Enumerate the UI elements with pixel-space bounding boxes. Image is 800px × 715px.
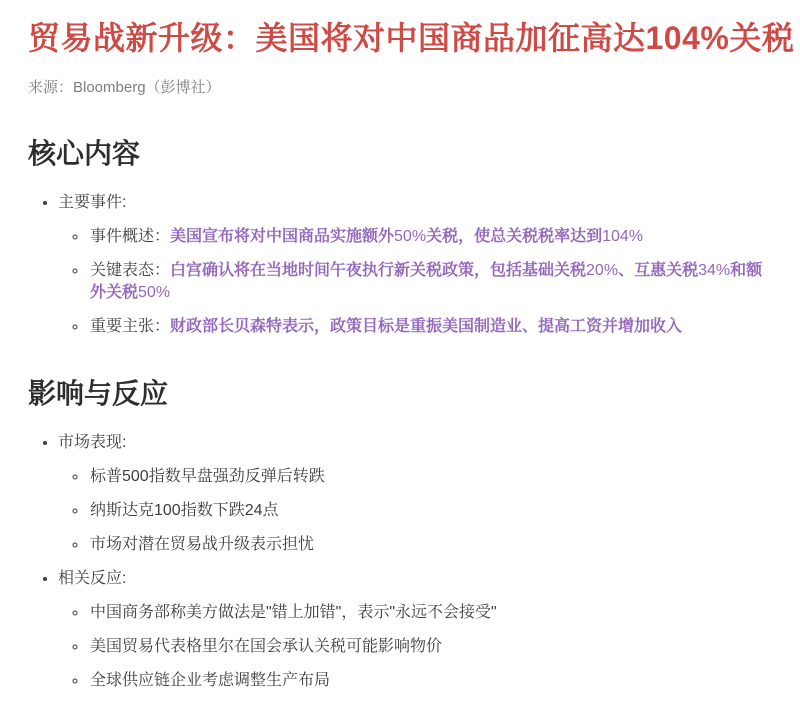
sub-bullet-list	[58, 466, 770, 556]
section-heading-impact-reaction: 影响与反应	[28, 377, 169, 409]
list-item-event-summary	[88, 226, 770, 248]
highlight-text: 美国宣布将对中国商品实施额外	[170, 227, 395, 245]
item-text: 标普500指数早盘强劲反弹后转跌	[90, 467, 325, 485]
item-label: 重要主张：	[90, 317, 171, 335]
item-text: 中国商务部称美方做法是"错上加错"，表示"永远不会接受"	[90, 603, 497, 621]
highlight-number: 50%	[138, 283, 171, 301]
highlight-text: 财政部长贝森特表示，政策目标是重振美国制造业、提高工资并增加收入	[170, 317, 683, 335]
bullet-list-core	[28, 192, 770, 338]
sub-bullet-list	[58, 602, 770, 692]
bullet-list-impact	[28, 432, 770, 692]
highlight-text: 和额外关税	[90, 261, 763, 301]
group-label: 相关反应:	[58, 569, 127, 587]
item-label: 关键表态：	[90, 261, 171, 279]
list-item-nasdaq	[88, 500, 770, 522]
item-text: 美国贸易代表格里尔在国会承认关税可能影响物价	[90, 637, 443, 655]
source-line: 来源：Bloomberg（彭博社）	[28, 78, 221, 96]
section-heading-core-content: 核心内容	[28, 137, 141, 169]
item-text: 全球供应链企业考虑调整生产布局	[90, 671, 331, 689]
group-label: 主要事件:	[58, 193, 127, 211]
highlight-number: 34%	[698, 261, 731, 279]
list-item-key-claim	[88, 316, 770, 338]
list-item-market-worry	[88, 534, 770, 556]
item-text: 纳斯达克100指数下跌24点	[90, 501, 279, 519]
list-item-china-mofcom	[88, 602, 770, 624]
page-title: 贸易战新升级：美国将对中国商品加征高达104%关税	[28, 20, 795, 56]
highlight-number: 50%	[394, 227, 427, 245]
highlight-text: 、互惠关税	[618, 261, 699, 279]
list-item-ustr-greer	[88, 636, 770, 658]
group-label: 市场表现:	[58, 433, 127, 451]
list-item-market-performance	[58, 432, 770, 556]
list-item-sp500	[88, 466, 770, 488]
list-item-main-events	[58, 192, 770, 338]
item-label: 事件概述：	[90, 227, 171, 245]
highlight-number: 104%	[602, 227, 643, 245]
list-item-key-statement	[88, 260, 770, 304]
sub-bullet-list	[58, 226, 770, 338]
highlight-text: 关税，使总关税税率达到	[426, 227, 603, 245]
item-text: 市场对潜在贸易战升级表示担忧	[90, 535, 315, 553]
highlight-text: 白宫确认将在当地时间午夜执行新关税政策，包括基础关税	[170, 261, 587, 279]
highlight-number: 20%	[586, 261, 619, 279]
list-item-related-reactions	[58, 568, 770, 692]
list-item-supply-chain	[88, 670, 770, 692]
